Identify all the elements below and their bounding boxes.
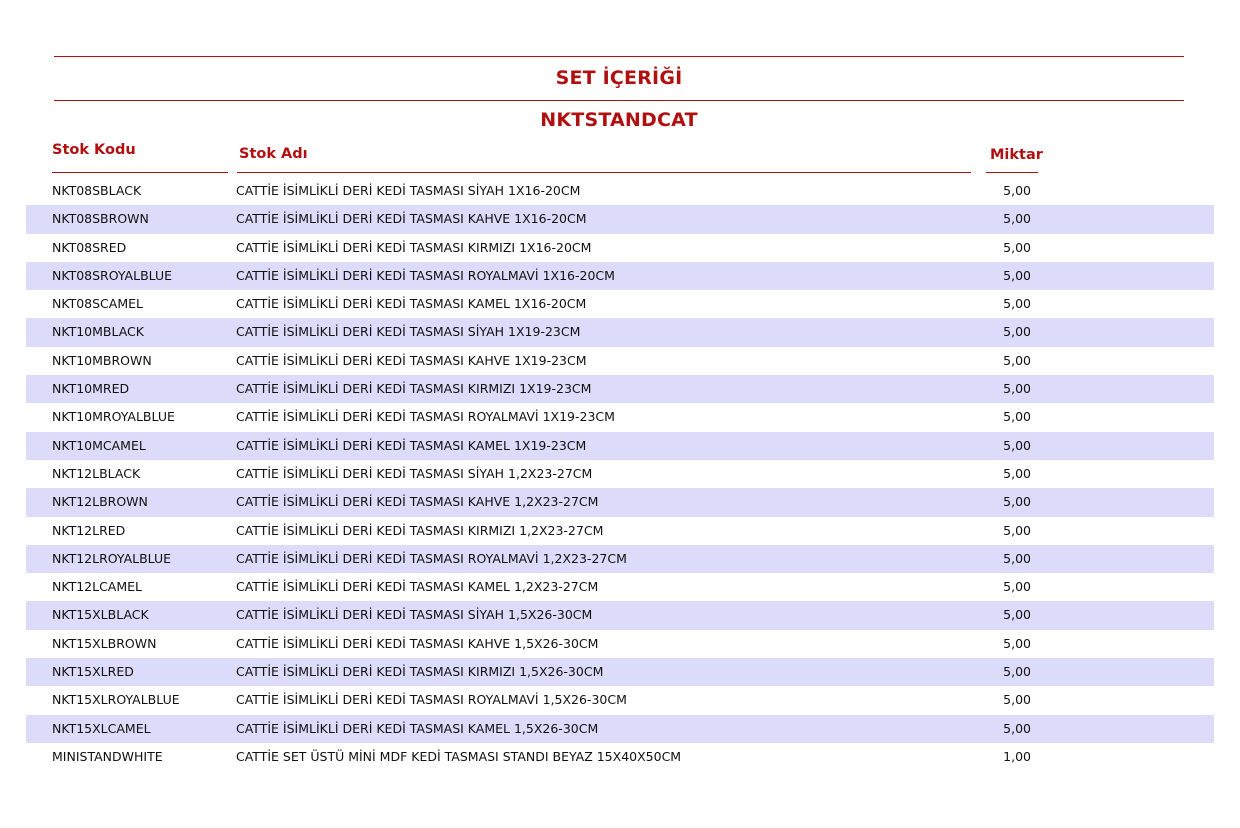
table-row: [26, 460, 1214, 488]
table-row: [26, 347, 1214, 375]
stock-code-cell: NKT10MBROWN: [52, 352, 152, 368]
stock-code-cell: NKT08SBROWN: [52, 211, 149, 227]
stock-table: [26, 177, 1214, 771]
quantity-cell: 5,00: [1003, 607, 1031, 623]
column-underline-code: [52, 172, 228, 173]
stock-name-cell: CATTİE İSİMLİKLİ DERİ KEDİ TASMASI KIRMIZI 1X19-23CM: [236, 381, 592, 397]
stock-code-cell: NKT10MROYALBLUE: [52, 409, 175, 425]
stock-name-cell: CATTİE İSİMLİKLİ DERİ KEDİ TASMASI ROYALMAVİ 1,2X23-27CM: [236, 550, 627, 566]
quantity-cell: 5,00: [1003, 522, 1031, 538]
table-row: [26, 517, 1214, 545]
stock-name-cell: CATTİE İSİMLİKLİ DERİ KEDİ TASMASI KAMEL 1,2X23-27CM: [236, 579, 599, 595]
stock-code-cell: NKT15XLBROWN: [52, 635, 157, 651]
column-header-quantity: Miktar: [990, 147, 1043, 163]
quantity-cell: 5,00: [1003, 211, 1031, 227]
stock-code-cell: NKT15XLCAMEL: [52, 720, 151, 736]
stock-name-cell: CATTİE İSİMLİKLİ DERİ KEDİ TASMASI KAHVE 1X16-20CM: [236, 211, 587, 227]
stock-code-cell: NKT12LCAMEL: [52, 579, 143, 595]
table-row: [26, 318, 1214, 346]
column-header-stock-code: Stok Kodu: [52, 142, 136, 158]
stock-name-cell: CATTİE İSİMLİKLİ DERİ KEDİ TASMASI KIRMIZI 1,2X23-27CM: [236, 522, 604, 538]
stock-code-cell: NKT15XLRED: [52, 664, 134, 680]
quantity-cell: 5,00: [1003, 664, 1031, 680]
quantity-cell: 5,00: [1003, 494, 1031, 510]
stock-code-cell: MINISTANDWHITE: [52, 748, 163, 764]
quantity-cell: 5,00: [1003, 324, 1031, 340]
stock-name-cell: CATTİE İSİMLİKLİ DERİ KEDİ TASMASI KAHVE 1,5X26-30CM: [236, 635, 599, 651]
stock-name-cell: CATTİE İSİMLİKLİ DERİ KEDİ TASMASI KAMEL 1X19-23CM: [236, 437, 587, 453]
table-row: [26, 403, 1214, 431]
table-row: [26, 743, 1214, 771]
quantity-cell: 5,00: [1003, 352, 1031, 368]
quantity-cell: 5,00: [1003, 296, 1031, 312]
title-rule: [54, 100, 1184, 101]
table-row: [26, 545, 1214, 573]
stock-name-cell: CATTİE İSİMLİKLİ DERİ KEDİ TASMASI ROYALMAVİ 1,5X26-30CM: [236, 692, 627, 708]
stock-name-cell: CATTİE İSİMLİKLİ DERİ KEDİ TASMASI SİYAH 1,5X26-30CM: [236, 607, 593, 623]
stock-code-cell: NKT12LBLACK: [52, 465, 141, 481]
stock-code-cell: NKT08SCAMEL: [52, 296, 143, 312]
quantity-cell: 5,00: [1003, 183, 1031, 198]
table-row: [26, 234, 1214, 262]
table-row: [26, 375, 1214, 403]
stock-name-cell: CATTİE İSİMLİKLİ DERİ KEDİ TASMASI SİYAH 1X16-20CM: [236, 183, 581, 198]
table-row: [26, 177, 1214, 205]
quantity-cell: 5,00: [1003, 267, 1031, 283]
quantity-cell: 5,00: [1003, 381, 1031, 397]
stock-code-cell: NKT08SBLACK: [52, 183, 142, 198]
stock-code-cell: NKT12LRED: [52, 522, 126, 538]
stock-name-cell: CATTİE İSİMLİKLİ DERİ KEDİ TASMASI KAHVE 1X19-23CM: [236, 352, 587, 368]
table-row: [26, 488, 1214, 516]
column-header-stock-name: Stok Adı: [239, 146, 308, 162]
column-underline-name: [237, 172, 971, 173]
quantity-cell: 1,00: [1003, 748, 1031, 764]
stock-name-cell: CATTİE İSİMLİKLİ DERİ KEDİ TASMASI ROYALMAVİ 1X16-20CM: [236, 267, 615, 283]
table-row: [26, 686, 1214, 714]
stock-name-cell: CATTİE İSİMLİKLİ DERİ KEDİ TASMASI KIRMIZI 1X16-20CM: [236, 239, 592, 255]
stock-code-cell: NKT08SROYALBLUE: [52, 267, 173, 283]
stock-code-cell: NKT10MRED: [52, 381, 130, 397]
stock-code-cell: NKT12LBROWN: [52, 494, 148, 510]
stock-code-cell: NKT15XLROYALBLUE: [52, 692, 180, 708]
stock-code-cell: NKT12LROYALBLUE: [52, 550, 172, 566]
stock-name-cell: CATTİE İSİMLİKLİ DERİ KEDİ TASMASI KIRMIZI 1,5X26-30CM: [236, 664, 604, 680]
table-row: [26, 432, 1214, 460]
quantity-cell: 5,00: [1003, 409, 1031, 425]
table-row: [26, 205, 1214, 233]
set-code-title: NKTSTANDCAT: [540, 109, 698, 131]
quantity-cell: 5,00: [1003, 465, 1031, 481]
table-row: [26, 630, 1214, 658]
stock-name-cell: CATTİE İSİMLİKLİ DERİ KEDİ TASMASI ROYALMAVİ 1X19-23CM: [236, 409, 615, 425]
table-row: [26, 601, 1214, 629]
quantity-cell: 5,00: [1003, 692, 1031, 708]
top-rule: [54, 56, 1184, 57]
table-row: [26, 658, 1214, 686]
column-underline-qty: [986, 172, 1038, 173]
table-row: [26, 290, 1214, 318]
stock-code-cell: NKT10MBLACK: [52, 324, 144, 340]
table-row: [26, 715, 1214, 743]
stock-name-cell: CATTİE SET ÜSTÜ MİNİ MDF KEDİ TASMASI STANDI BEYAZ 15X40X50CM: [236, 748, 682, 764]
quantity-cell: 5,00: [1003, 239, 1031, 255]
table-row: [26, 573, 1214, 601]
stock-name-cell: CATTİE İSİMLİKLİ DERİ KEDİ TASMASI KAMEL 1,5X26-30CM: [236, 720, 599, 736]
stock-name-cell: CATTİE İSİMLİKLİ DERİ KEDİ TASMASI KAMEL 1X16-20CM: [236, 296, 587, 312]
stock-name-cell: CATTİE İSİMLİKLİ DERİ KEDİ TASMASI SİYAH 1X19-23CM: [236, 324, 581, 340]
stock-code-cell: NKT08SRED: [52, 239, 127, 255]
stock-name-cell: CATTİE İSİMLİKLİ DERİ KEDİ TASMASI KAHVE 1,2X23-27CM: [236, 494, 599, 510]
page-title: SET İÇERİĞİ: [555, 67, 683, 89]
quantity-cell: 5,00: [1003, 550, 1031, 566]
table-row: [26, 262, 1214, 290]
quantity-cell: 5,00: [1003, 635, 1031, 651]
stock-code-cell: NKT10MCAMEL: [52, 437, 146, 453]
stock-code-cell: NKT15XLBLACK: [52, 607, 149, 623]
stock-name-cell: CATTİE İSİMLİKLİ DERİ KEDİ TASMASI SİYAH 1,2X23-27CM: [236, 465, 593, 481]
quantity-cell: 5,00: [1003, 437, 1031, 453]
quantity-cell: 5,00: [1003, 579, 1031, 595]
quantity-cell: 5,00: [1003, 720, 1031, 736]
